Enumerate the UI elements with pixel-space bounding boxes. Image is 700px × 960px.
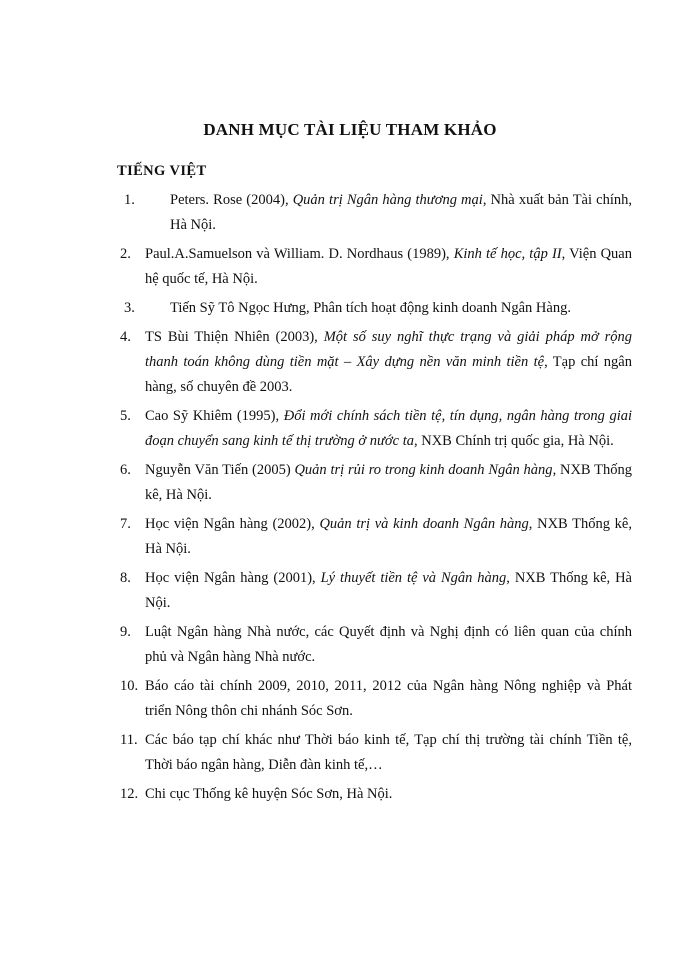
reference-text: Luật Ngân hàng Nhà nước, các Quyết định và Nghị định có liên quan của chính phủ và Ngân hàng Nhà nước. (145, 624, 632, 665)
reference-publisher: , NXB Chính trị quốc gia, Hà Nội. (413, 433, 614, 449)
reference-text: Cao Sỹ Khiêm (1995), (145, 408, 284, 424)
reference-text: Tiến Sỹ Tô Ngọc Hưng, Phân tích hoạt động kinh doanh Ngân Hàng. (170, 300, 571, 316)
reference-text: Paul.A.Samuelson và William. D. Nordhaus (1989), (145, 246, 454, 262)
reference-item (120, 728, 632, 778)
reference-item (120, 620, 632, 670)
reference-list (120, 188, 632, 811)
reference-text: Chi cục Thống kê huyện Sóc Sơn, Hà Nội. (145, 786, 393, 802)
reference-title: Kinh tế học, tập II (453, 246, 562, 262)
reference-number: 4. (120, 329, 131, 345)
reference-text: Học viện Ngân hàng (2001), (145, 570, 321, 586)
reference-number: 6. (120, 462, 131, 478)
reference-number: 12. (120, 786, 139, 802)
reference-item (120, 188, 632, 238)
reference-item (120, 782, 632, 807)
page-title: DANH MỤC TÀI LIỆU THAM KHẢO (203, 120, 497, 139)
reference-item (120, 512, 632, 562)
reference-text: Peters. Rose (2004), (170, 192, 293, 208)
reference-number: 5. (120, 408, 131, 424)
reference-publisher: , NXB Thống kê, Hà Nội. (145, 462, 632, 503)
reference-number: 10. (120, 678, 139, 694)
section-heading: TIẾNG VIỆT (117, 163, 207, 179)
reference-publisher: , NXB Thống kê, Hà Nội. (145, 516, 632, 557)
reference-item (120, 242, 632, 292)
reference-title: Đổi mới chính sách tiền tệ, tín dụng, ngân hàng trong giai đoạn chuyển sang kinh tế thị trường ở nước ta (145, 408, 632, 449)
reference-publisher: , Nhà xuất bản Tài chính, Hà Nội. (170, 192, 632, 233)
reference-title: Quản trị rủi ro trong kinh doanh Ngân hàng (294, 462, 553, 478)
reference-item (120, 458, 632, 508)
reference-title: Quản trị Ngân hàng thương mại (292, 192, 483, 208)
reference-number: 8. (120, 570, 131, 586)
reference-item (120, 404, 632, 454)
reference-number: 7. (120, 516, 131, 532)
reference-item (120, 325, 632, 400)
reference-publisher: , Viện Quan hệ quốc tế, Hà Nội. (145, 246, 632, 287)
reference-number: 1. (124, 192, 135, 208)
reference-text: Nguyễn Văn Tiến (2005) (145, 462, 295, 478)
reference-number: 9. (120, 624, 131, 640)
reference-number: 2. (120, 246, 131, 262)
reference-publisher: , NXB Thống kê, Hà Nội. (145, 570, 632, 611)
reference-item (120, 674, 632, 724)
reference-number: 11. (120, 732, 138, 748)
reference-text: TS Bùi Thiện Nhiên (2003), (145, 329, 324, 345)
reference-title: Lý thuyết tiền tệ và Ngân hàng (320, 570, 507, 586)
reference-text: Các báo tạp chí khác như Thời báo kinh tế, Tạp chí thị trường tài chính Tiền tệ, Thời báo ngân hàng, Diễn đàn kinh tế,… (145, 732, 632, 773)
reference-item (120, 296, 632, 321)
reference-item (120, 566, 632, 616)
reference-text: Báo cáo tài chính 2009, 2010, 2011, 2012 của Ngân hàng Nông nghiệp và Phát triển Nông thôn chi nhánh Sóc Sơn. (145, 678, 632, 719)
reference-publisher: , Tạp chí ngân hàng, số chuyên đề 2003. (145, 354, 632, 395)
reference-number: 3. (124, 300, 135, 316)
reference-title: Quản trị và kinh doanh Ngân hàng (319, 516, 529, 532)
reference-text: Học viện Ngân hàng (2002), (145, 516, 320, 532)
reference-title: Một số suy nghĩ thực trạng và giải pháp mở rộng thanh toán không dùng tiền mặt – Xây dựng nền văn minh tiền tệ (145, 329, 632, 370)
